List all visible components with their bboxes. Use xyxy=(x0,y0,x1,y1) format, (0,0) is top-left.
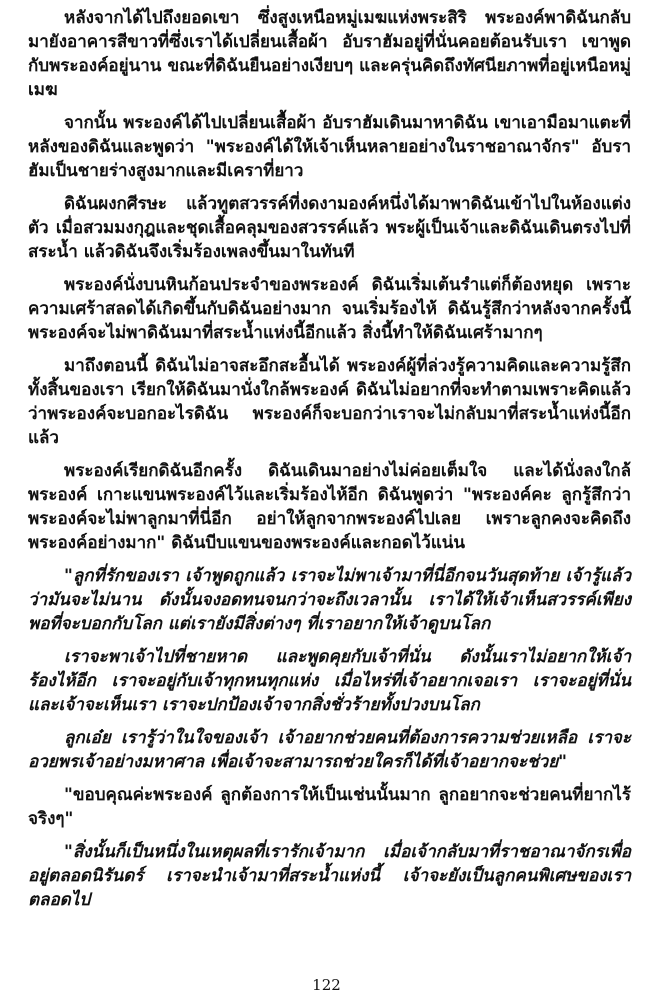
paragraph: "สิ่งนั้นก็เป็นหนึ่งในเหตุผลที่เรารักเจ้ามาก เมื่อเจ้ากลับมาที่ราชอาณาจักรเพื่ออยู่ตลอดนิรันดร์ เราจะนำเจ้ามาที่สระน้ำแห่งนี้ เจ้าจะยังเป็นลูกคนพิเศษของเราตลอดไป xyxy=(28,842,631,910)
paragraph: มาถึงตอนนี้ ดิฉันไม่อาจสะอึกสะอื้นได้ พระองค์ผู้ที่ล่วงรู้ความคิดและความรู้สึกทั้งสิ้นของเรา เรียกให้ดิฉันมานั่งใกล้พระองค์ ดิฉันไม่อยากที่จะทำตามเพราะคิดแล้วว่าพระองค์จะบอกอะไรดิฉัน พระองค์ก็จะบอกว่าเราจะไม่กลับมาที่สระน้ำแห่งนี้อีกแล้ว xyxy=(28,356,631,448)
paragraph: พระองค์นั่งบนหินก้อนประจำของพระองค์ ดิฉันเริ่มเต้นรำแต่ก็ต้องหยุด เพราะความเศร้าสลดได้เกิดขึ้นกับดิฉันอย่างมาก จนเริ่มร้องไห้ ดิฉันรู้สึกว่าหลังจากครั้งนี้ พระองค์จะไม่พาดิฉันมาที่สระน้ำแห่งนี้อีกแล้ว สิ่งนี้ทำให้ดิฉันเศร้ามากๆ xyxy=(28,275,631,343)
paragraph: เราจะพาเจ้าไปที่ชายหาด และพูดคุยกับเจ้าที่นั่น ดังนั้นเราไม่อยากให้เจ้าร้องไห้อีก เราจะอยู่กับเจ้าทุกหนทุกแห่ง เมื่อไหร่ที่เจ้าอยากเจอเรา เราจะอยู่ที่นั่นและเจ้าจะเห็นเรา เราจะปกป้องเจ้าจากสิ่งชั่วร้ายทั้งปวงบนโลก xyxy=(28,647,631,715)
paragraph: "ลูกที่รักของเรา เจ้าพูดถูกแล้ว เราจะไม่พาเจ้ามาที่นี่อีกจนวันสุดท้าย เจ้ารู้แล้วว่ามันจะไม่นาน ดังนั้นจงอดทนจนกว่าจะถึงเวลานั้น เราได้ให้เจ้าเห็นสวรรค์เพียงพอที่จะบอกกับโลก แต่เรายังมีสิ่งต่างๆ ที่เราอยากให้เจ้าดูบนโลก xyxy=(28,566,631,634)
page-number: 122 xyxy=(312,976,341,994)
text-body xyxy=(28,6,631,912)
paragraph: พระองค์เรียกดิฉันอีกครั้ง ดิฉันเดินมาอย่างไม่ค่อยเต็มใจ และได้นั่งลงใกล้พระองค์ เกาะแขนพระองค์ไว้และเริ่มร้องไห้อีก ดิฉันพูดว่า "พระองค์คะ ลูกรู้สึกว่าพระองค์จะไม่พาลูกมาที่นี่อีก อย่าให้ลูกจากพระองค์ไปเลย เพราะลูกคงจะคิดถึงพระองค์อย่างมาก" ดิฉันบีบแขนของพระองค์และกอดไว้แน่น xyxy=(28,461,631,553)
paragraph: ดิฉันผงกศีรษะ แล้วทูตสวรรค์ที่งดงามองค์หนึ่งได้มาพาดิฉันเข้าไปในห้องแต่งตัว เมื่อสวมมงกุฎและชุดเสื้อคลุมของสวรรค์แล้ว พระผู้เป็นเจ้าและดิฉันเดินตรงไปที่สระน้ำ แล้วดิฉันจึงเริ่มร้องเพลงขึ้นมาในทันที xyxy=(28,194,631,262)
paragraph: "ขอบคุณค่ะพระองค์ ลูกต้องการให้เป็นเช่นนั้นมาก ลูกอยากจะช่วยคนที่ยากไร้จริงๆ" xyxy=(28,785,631,829)
paragraph: หลังจากได้ไปถึงยอดเขา ซึ่งสูงเหนือหมู่เมฆแห่งพระสิริ พระองค์พาดิฉันกลับมายังอาคารสีขาวที่ซึ่งเราได้เปลี่ยนเสื้อผ้า อับราฮัมอยู่ที่นั่นคอยต้อนรับเรา เขาพูดกับพระองค์อยู่นาน ขณะที่ดิฉันยืนอย่างเงียบๆ และครุ่นคิดถึงทัศนียภาพที่อยู่เหนือหมู่เมฆ xyxy=(28,8,631,100)
paragraph: จากนั้น พระองค์ได้ไปเปลี่ยนเสื้อผ้า อับราฮัมเดินมาหาดิฉัน เขาเอามือมาแตะที่หลังของดิฉันและพูดว่า "พระองค์ได้ให้เจ้าเห็นหลายอย่างในราชอาณาจักร" อับราฮัมเป็นชายร่างสูงมากและมีเคราที่ยาว xyxy=(28,113,631,181)
paragraph: ลูกเอ๋ย เรารู้ว่าในใจของเจ้า เจ้าอยากช่วยคนที่ต้องการความช่วยเหลือ เราจะอวยพรเจ้าอย่างมหาศาล เพื่อเจ้าจะสามารถช่วยใครก็ได้ที่เจ้าอยากจะช่วย" xyxy=(28,728,631,772)
